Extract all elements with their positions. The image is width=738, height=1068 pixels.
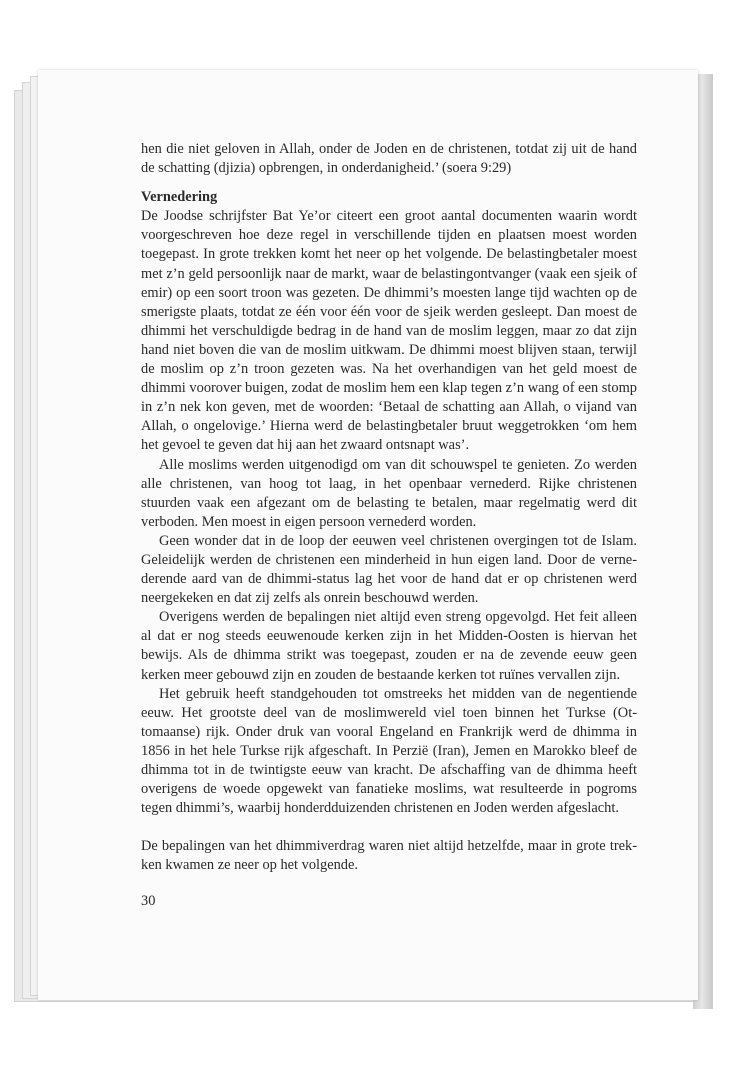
closing-paragraph: De bepalingen van het dhimmiverdrag waren niet altijd hetzelfde, maar in grote trekken kwamen ze neer op het volgende.	[141, 838, 637, 874]
page-body	[141, 140, 637, 875]
body-paragraph: Overigens werden de bepalingen niet altijd even streng opgevolgd. Het feit alleen al dat er nog steeds eeuwenoude kerken zijn in het Midden-Oosten is hiervan het bewijs. Als de dhimma strikt was toegepast, zouden er na de zevende eeuw geen kerken meer gebouwd zijn en zouden de bestaande kerken tot ruïnes vervallen zijn.	[141, 609, 637, 683]
page-number: 30	[141, 893, 156, 909]
section-heading: Vernedering	[141, 189, 218, 206]
body-paragraph: Alle moslims werden uitgenodigd om van dit schouwspel te genieten. Zo werden alle christenen, van hoog tot laag, in het openbaar vernederd. Rijke christenen stuurden vaak een afgezant om de belasting te betalen, maar regelmatig werd dit verboden. Men moest in eigen persoon vernederd worden.	[141, 456, 637, 530]
body-paragraph: Geen wonder dat in de loop der eeuwen veel christenen overgingen tot de Islam. Geleidelijk werden de christenen een minderheid in hun eigen land. Door de vernederende aard van de dhimmi-status lag het voor de hand dat er op christenen werd neergekeken en dat zij zelfs als onrein beschouwd werden.	[141, 532, 637, 607]
body-paragraph: De Joodse schrijfster Bat Ye’or citeert een groot aantal documenten waarin wordt voorgeschreven hoe deze regel in verschillende tijden en plaatsen moest worden toegepast. In grote trekken komt het neer op het volgende. De belastingbetaler moest met z’n geld persoonlijk naar de markt, waar de belastingontvanger (vaak een sjeik of emir) op een soort troon was gezeten. De dhimmi’s moesten lange tijd wachten op de smerigste plaats, totdat ze één voor één voor de sjeik werden gesleept. Dan moest de dhimmi het verschuldigde bedrag in de hand van de moslim leggen, maar zo dat zijn hand niet boven die van de moslim uitkwam. De dhimmi moest blijven staan, terwijl de moslim op z’n troon gezeten was. Na het overhandigen van het geld moest de dhimmi voorover buigen, zodat de moslim hem een klap tegen z’n wang of een stomp in z’n nek kon geven, met de woorden: ‘Betaal de schatting aan Allah, o vijand van Allah, o ongelovige.’ Hierna werd de belastingbetaler bruut weggetrokken ‘om hem het gevoel te geven dat hij aan het zwaard ontsnapt was’.	[141, 208, 637, 454]
spacer	[141, 178, 637, 188]
body-paragraph: Het gebruik heeft standgehouden tot omstreeks het midden van de negentiende eeuw. Het grootste deel van de moslimwereld viel toen binnen het Turkse (Ottomaanse) rijk. Onder druk van vooral Engeland en Frankrijk werd de dhimma in 1856 in het hele Turkse rijk afgeschaft. In Perzië (Iran), Jemen en Marokko bleef de dhimma tot in de twintigste eeuw van kracht. De afschaffing van de dhimma heeft overigens de woede opgewekt van fanatieke moslims, wat resulteerde in pogroms tegen dhimmi’s, waarbij honderdduizenden christenen en Joden werden afgeslacht.	[141, 685, 637, 817]
spacer	[141, 818, 637, 837]
opening-paragraph: hen die niet geloven in Allah, onder de Joden en de christenen, totdat zij uit de hand de schatting (djizia) opbrengen, in onderdanigheid.’ (soera 9:29)	[141, 141, 637, 177]
